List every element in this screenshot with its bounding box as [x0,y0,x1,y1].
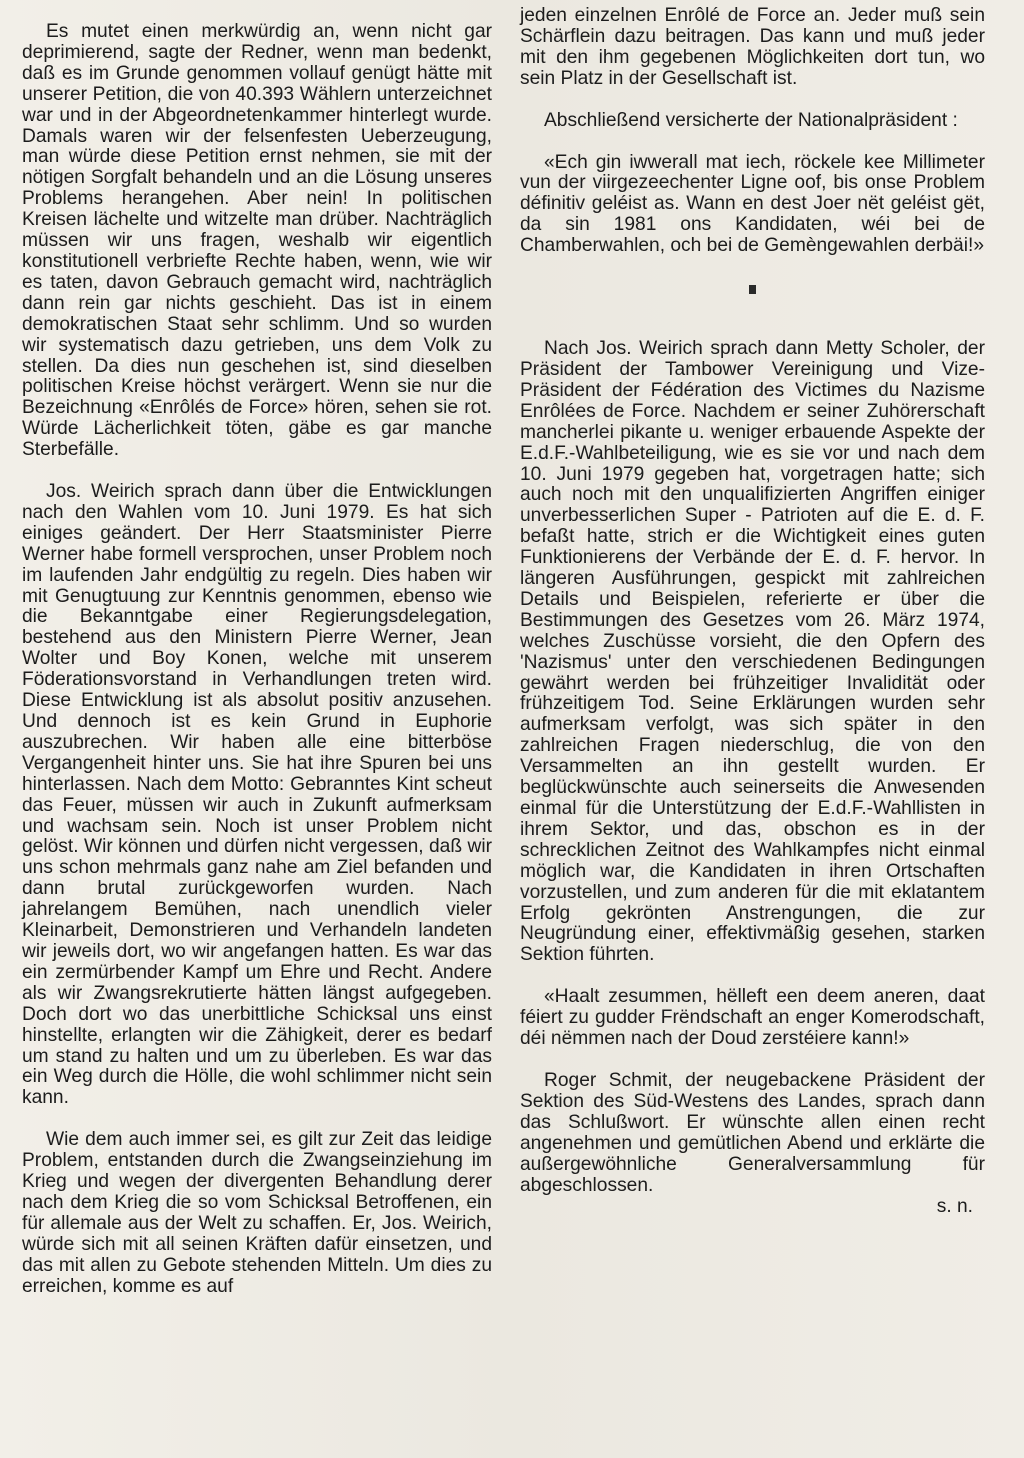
quote-national-president: «Ech gin iwwerall mat iech, röckele kee Millimeter vun der viirgezeechenter Ligne oof, bis onse Problem définitiv geléist as. Wann en dest Joer nët geléist gët, da sin 1981 ons Kandidaten, wéi bei de Chamberwahlen, och bei de Gemèngewahlen derbäi!» [520,151,985,257]
paragraph-developments: Jos. Weirich sprach dann über die Entwicklungen nach den Wahlen vom 10. Juni 1979. Es hat sich einiges geändert. Der Herr Staatsminister Pierre Werner habe formell versprochen, unser Problem noch im laufenden Jahr endgültig zu regeln. Dies haben wir mit Genugtuung zur Kenntnis genommen, ebenso wie die Bekanntgabe einer Regierungsdelegation, bestehend aus den Ministern Pierre Werner, Jean Wolter und Boy Konen, welche mit unserem Föderationsvorstand in Verhandlungen treten wird. Diese Entwicklung ist als absolut positiv anzusehen. Und dennoch ist es kein Grund in Euphorie auszubrechen. Wir haben alle eine bitterböse Vergangenheit hinter uns. Sie hat ihre Spuren bei uns hinterlassen. Nach dem Motto: Gebranntes Kint scheut das Feuer, müssen wir auch in Zukunft aufmerksam und wachsam sein. Noch ist unser Problem nicht gelöst. Wir können und dürfen nicht vergessen, daß wir uns schon mehrmals ganz nahe am Ziel befanden und dann brutal zurückgeworfen wurden. Nach jahrelangem Bemühen, nach unendlich vieler Kleinarbeit, Demonstrieren und Verhandeln landeten wir jeweils dort, wo wir angefangen hatten. Es war das ein zermürbender Kampf um Ehre und Recht. Andere als wir Zwangsrekrutierte hätten längst aufgegeben. Doch dort wo das unerbittliche Schicksal uns einst hinstellte, erlangten wir die Zähigkeit, derer es bedarf um stand zu halten und um zu überleben. Es war das ein Weg durch die Hölle, die wohl schlimmer nicht sein kann. [22,481,492,1109]
left-column [22,0,492,1297]
paragraph-petition: Es mutet einen merkwürdig an, wenn nicht gar deprimierend, sagte der Redner, wenn man bedenkt, daß es im Grunde genommen vollauf genügt hätte mit unserer Petition, die von 40.393 Wählern unterzeichnet war und in der Abgeordnetenkammer hinterlegt wurde. Damals waren wir der felsenfesten Ueberzeugung, man würde diese Petition ernst nehmen, sie mit der nötigen Sorgfalt behandeln und an die Lösung unseres Problems herangehen. Aber nein! In politischen Kreisen lächelte und witzelte man drüber. Nachträglich müssen wir uns fragen, weshalb wir eigentlich konstitutionell verbriefte Rechte haben, wenn, wie wir es taten, davon Gebrauch gemacht wird, nachträglich dann rein gar nichts geschieht. Das ist in einem demokratischen Staat sehr schlimm. Und so wurden wir systematisch dazu getrieben, uns dem Volk zu stellen. Da dies nun geschehen ist, sind dieselben politischen Kreise höchst verärgert. Wenn sie nur die Bezeichnung «Enrôlés de Force» hören, sehen sie rot. Würde Lächerlichkeit töten, gäbe es gar manche Sterbefälle. [22,21,492,461]
paragraph-continuation: jeden einzelnen Enrôlé de Force an. Jeder muß sein Schärflein dazu beitragen. Das kann und muß jeder mit den ihm gegebenen Möglichkeiten dort tun, wo sein Platz in der Gesellschaft ist. [520,5,985,89]
signature: s. n. [936,1196,973,1218]
separator-mark [749,285,756,294]
quote-scholer: «Haalt zesummen, hëlleft een deem aneren, daat féiert zu gudder Frëndschaft an enger Komerodschaft, déi nëmmen nach der Doud zerstéiere kann!» [520,986,985,1050]
right-column [520,0,985,1218]
section-separator [520,279,985,289]
paragraph-scholer: Nach Jos. Weirich sprach dann Metty Scholer, der Präsident der Tambower Vereinigung und Vize-Präsident der Fédération des Victimes du Nazisme Enrôlées de Force. Nachdem er seiner Zuhörerschaft mancherlei pikante u. weniger erbauende Aspekte der E.d.F.-Wahlbeteiligung, wie es sie vor und nach dem 10. Juni 1979 gegeben hat, vorgetragen hatte; sich auch noch mit den unqualifizierten Angriffen einiger unverbesserlichen Super - Patrioten auf die E. d. F. befaßt hatte, strich er die Wichtigkeit eines guten Funktionierens der Verbände der E. d. F. hervor. In längeren Ausführungen, gespickt mit zahlreichen Details und Beispielen, referierte er über die Bestimmungen des Gesetzes vom 26. März 1974, welches Zuschüsse vorsieht, die den Opfern des 'Nazismus' unter den verschiedenen Bedingungen gewährt werden bei frühzeitiger Invalidität oder frühzeitigem Tod. Seine Erklärungen wurden sehr aufmerksam verfolgt, was sich später in den zahlreichen Fragen niederschlug, die von den Versammelten an ihn gestellt wurden. Er beglückwünschte auch seinerseits die Anwesenden einmal für die Unterstützung der E.d.F.-Wahllisten in ihrem Sektor, und das, obschon es in der schrecklichen Zeitnot des Wahlkampfes nicht einmal möglich war, die Kandidaten in ihren Ortschaften vorzustellen, und zum anderen für die mit eklatantem Erfolg gekrönten Anstrengungen, die zur Neugründung einer, effektivmäßig gesehen, starken Sektion führten. [520,338,985,966]
paragraph-schmit: Roger Schmit, der neugebackene Präsident der Sektion des Süd-Westens des Landes, sprach dann das Schlußwort. Er wünschte allen einen recht angenehmen und gemütlichen Abend und erklärte die außergewöhnliche Generalversammlung für abgeschlossen. [520,1069,985,1196]
paragraph-problem: Wie dem auch immer sei, es gilt zur Zeit das leidige Problem, entstanden durch die Zwangseinziehung im Krieg und wegen der divergenten Behandlung derer nach dem Krieg die so vom Schicksal Betroffenen, ein für allemale aus der Welt zu schaffen. Er, Jos. Weirich, würde sich mit all seinen Kräften dafür einsetzen, und das mit allen zu Gebote stehenden Mitteln. Um dies zu erreichen, komme es auf [22,1129,492,1297]
paragraph-closing-intro: Abschließend versicherte der Nationalpräsident : [544,109,958,131]
